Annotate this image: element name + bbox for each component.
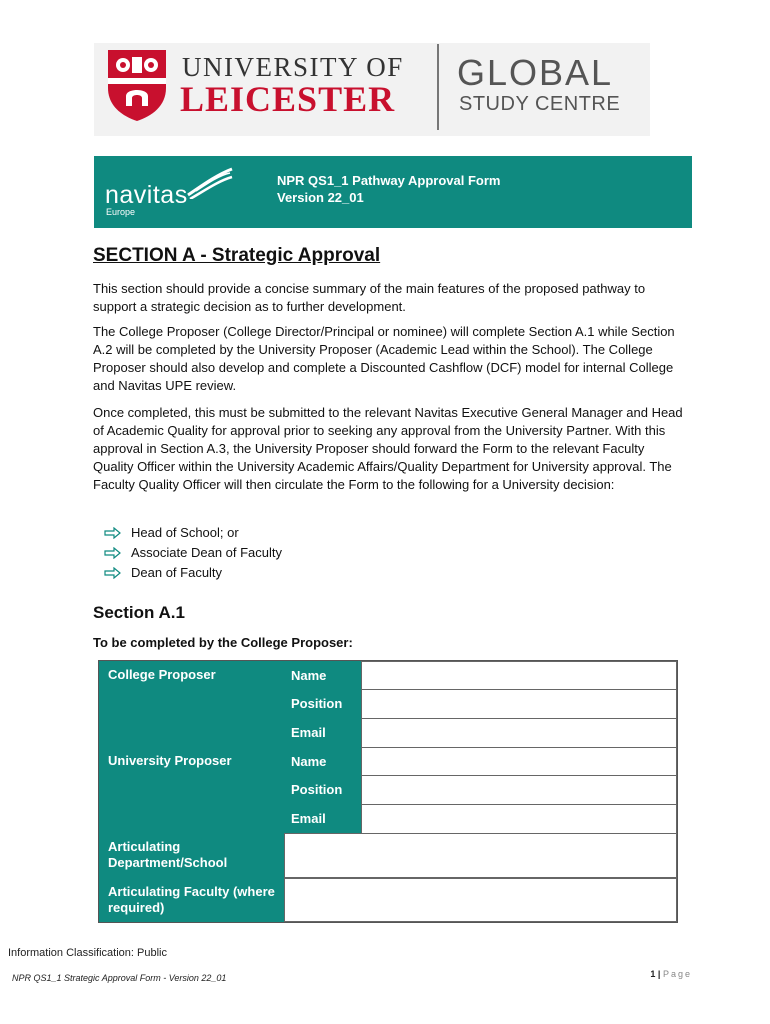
- section-a-submission: Once completed, this must be submitted to the relevant Navitas Executive General Manager and Head of Academic Quality for approval prior to seeking any approval from the University Partner. With this approval in Section A.3, the University Proposer should forward the Form to the relevant Faculty Quality Officer within the University Academic Affairs/Quality Department for University approval. The Faculty Quality Officer will then circulate the Form to the following for a University decision:: [93, 405, 683, 492]
- page-separator: |: [657, 969, 661, 979]
- college-proposer-label: College Proposer: [99, 661, 284, 747]
- college-position-label: Position: [284, 689, 361, 718]
- arrow-right-icon: [101, 527, 125, 539]
- arrow-right-icon: [101, 547, 125, 559]
- logo-divider: [437, 44, 439, 130]
- page-label: Page: [662, 969, 692, 979]
- section-a-heading: SECTION A - Strategic Approval: [93, 245, 381, 266]
- college-email-label: Email: [284, 718, 361, 747]
- arrow-right-icon: [101, 567, 125, 579]
- college-proposer-table: [98, 660, 678, 923]
- university-proposer-label: University Proposer: [99, 747, 284, 833]
- section-a1-note: To be completed by the College Proposer:: [93, 635, 353, 650]
- global-study-centre-line2: STUDY CENTRE: [459, 93, 621, 115]
- list-item: Dean of Faculty: [101, 563, 282, 583]
- university-name-line2: LEICESTER: [180, 79, 396, 119]
- university-email-label: Email: [284, 804, 361, 833]
- global-study-centre-line1: GLOBAL: [457, 52, 614, 93]
- form-title: NPR QS1_1 Pathway Approval Form: [277, 173, 501, 188]
- section-a1-heading: Section A.1: [93, 603, 185, 622]
- navitas-logo-text: navitas: [105, 181, 188, 209]
- information-classification: Information Classification: Public: [8, 947, 167, 959]
- university-position-label: Position: [284, 775, 361, 804]
- footer-document-name: NPR QS1_1 Strategic Approval Form - Version 22_01: [12, 973, 227, 983]
- page-indicator: [650, 969, 692, 979]
- section-a-process: The College Proposer (College Director/Principal or nominee) will complete Section A.1 while Section A.2 will be completed by the University Proposer (Academic Lead within the School). The College Proposer should also develop and complete a Discounted Cashflow (DCF) model for internal College and Navitas UPE review.: [93, 324, 675, 393]
- page-number: 1: [650, 969, 656, 979]
- navitas-swoosh-icon: [186, 165, 234, 199]
- form-version: Version 22_01: [277, 190, 364, 205]
- list-item: Associate Dean of Faculty: [101, 543, 282, 563]
- list-item: Head of School; or: [101, 523, 282, 543]
- university-crest-icon: [106, 48, 168, 122]
- decision-makers-list: [101, 523, 282, 583]
- university-name-line1: UNIVERSITY OF: [182, 52, 404, 82]
- articulating-faculty-label: Articulating Faculty (where required): [99, 878, 284, 922]
- college-name-label: Name: [284, 661, 361, 689]
- university-name-label: Name: [284, 747, 361, 775]
- section-a-intro: This section should provide a concise summary of the main features of the proposed pathway to support a strategic decision as to further development.: [93, 281, 646, 314]
- articulating-department-label: Articulating Department/School: [99, 833, 284, 878]
- navitas-logo-subtext: Europe: [106, 207, 136, 217]
